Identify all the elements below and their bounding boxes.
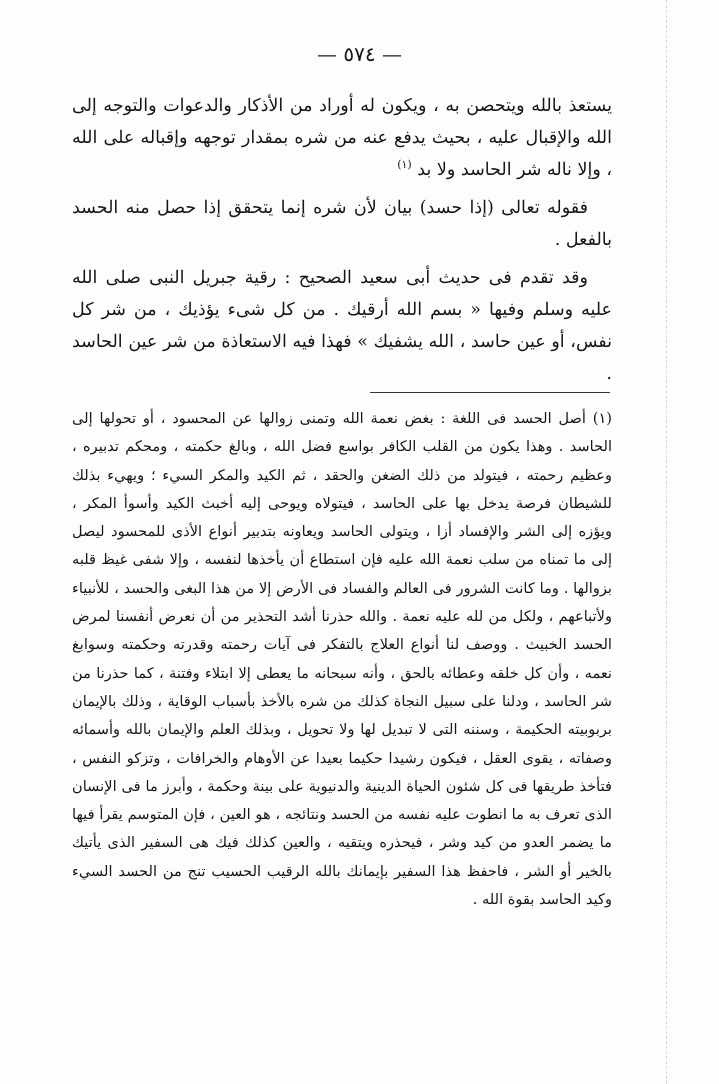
body-paragraph (72, 90, 612, 186)
footnote-divider (370, 392, 610, 393)
footnote-reference: (١) (397, 158, 412, 172)
footnote-block (72, 405, 612, 914)
main-text-block (72, 90, 612, 396)
paragraph-text: يستعذ بالله ويتحصن به ، ويكون له أوراد من الأذكار والدعوات والتوجه إلى الله والإقبال عليه ، بحيث يدفع عنه من شره بمقدار توجهه وإقباله على الله ، وإلا ناله شر الحاسد ولا بد (72, 96, 612, 180)
body-paragraph: وقد تقدم فى حديث أبى سعيد الصحيح : رقية جبريل النبى صلى الله عليه وسلم وفيها « بسم الله أرقيك . من كل شىء يؤذيك ، من شر كل نفس، أو عين حاسد ، الله يشفيك » فهذا فيه الاستعاذة من شر عين الحاسد . (72, 268, 612, 384)
footnote-text: (١) أصل الحسد فى اللغة : بغض نعمة الله وتمنى زوالها عن المحسود ، أو تحولها إلى الحاسد . وهذا يكون من القلب الكافر بواسع فضل الله ، وبالغ حكمته ، ومحكم تدبيره ، وعظيم رحمته ، فيتولد من ذلك الضغن والحقد ، ثم الكيد والمكر السيء ؛ ويهيء بذلك للشيطان فرصة يدخل بها على الحاسد ، فيتولاه ويوحى إليه أخبث الكيد وأسوأ المكر ، ويؤزه إلى الشر والإفساد أزا ، ويتولى الحاسد ويعاونه بتدبير أنواع الأذى للمحسود ليصل إلى ما تمناه من سلب نعمة الله عليه فإن استطاع أن يأخذها لنفسه ، وإلا شفى غيظ قلبه بزوالها . وما كانت الشرور فى العالم والفساد فى الأرض إلا من هذا البغى والحسد ، للأنبياء ولأتباعهم ، ولكل من لله عليه نعمة . والله حذرنا أشد التحذير من أن نعرض أنفسنا لمرض الحسد الخبيث . ووصف لنا أنواع العلاج بالتفكر فى آيات رحمته وقدرته وحكمته وسوابغ نعمه ، وأن كل خلقه وعطائه بالحق ، وأنه سبحانه ما يعطى إلا ابتلاء وفتنة ، كما حذرنا من شر الحاسد ، ودلنا على سبيل النجاة كذلك من شره بالأخذ بأسباب الوقاية ، وذلك بالإيمان بربوبيته الحكيمة ، وسننه التى لا تبديل لها ولا تحويل ، وبذلك العلم والإيمان بالله وأسمائه وصفاته ، يقوى العقل ، فيكون رشيدا حكيما بعيدا عن الأوهام والخرافات ، وتزكو النفس ، فتأخذ طريقها فى كل شئون الحياة الدينية والدنيوية على بينة وحكمة ، وأبرز ما فى الإنسان الذى تعرف به ما انطوت عليه نفسه من الحسد ونتائجه ، هو العين ، فإن المتوسم يقرأ فيها ما يضمر العدو من كيد وشر ، فيحذره ويتقيه ، والعين كذلك فيك هى السفير الذى يأتيك بالخير أو الشر ، فاحفظ هذا السفير بإيمانك بالله الرقيب الحسيب تنج من الحسد السيء وكيد الحاسد بقوة الله . (72, 410, 612, 909)
body-paragraph: فقوله تعالى (إذا حسد) بيان لأن شره إنما يتحقق إذا حصل منه الحسد بالفعل . (72, 198, 612, 250)
page-number: — ٥٧٤ — (317, 42, 402, 66)
page-edge-shadow (666, 0, 667, 1084)
